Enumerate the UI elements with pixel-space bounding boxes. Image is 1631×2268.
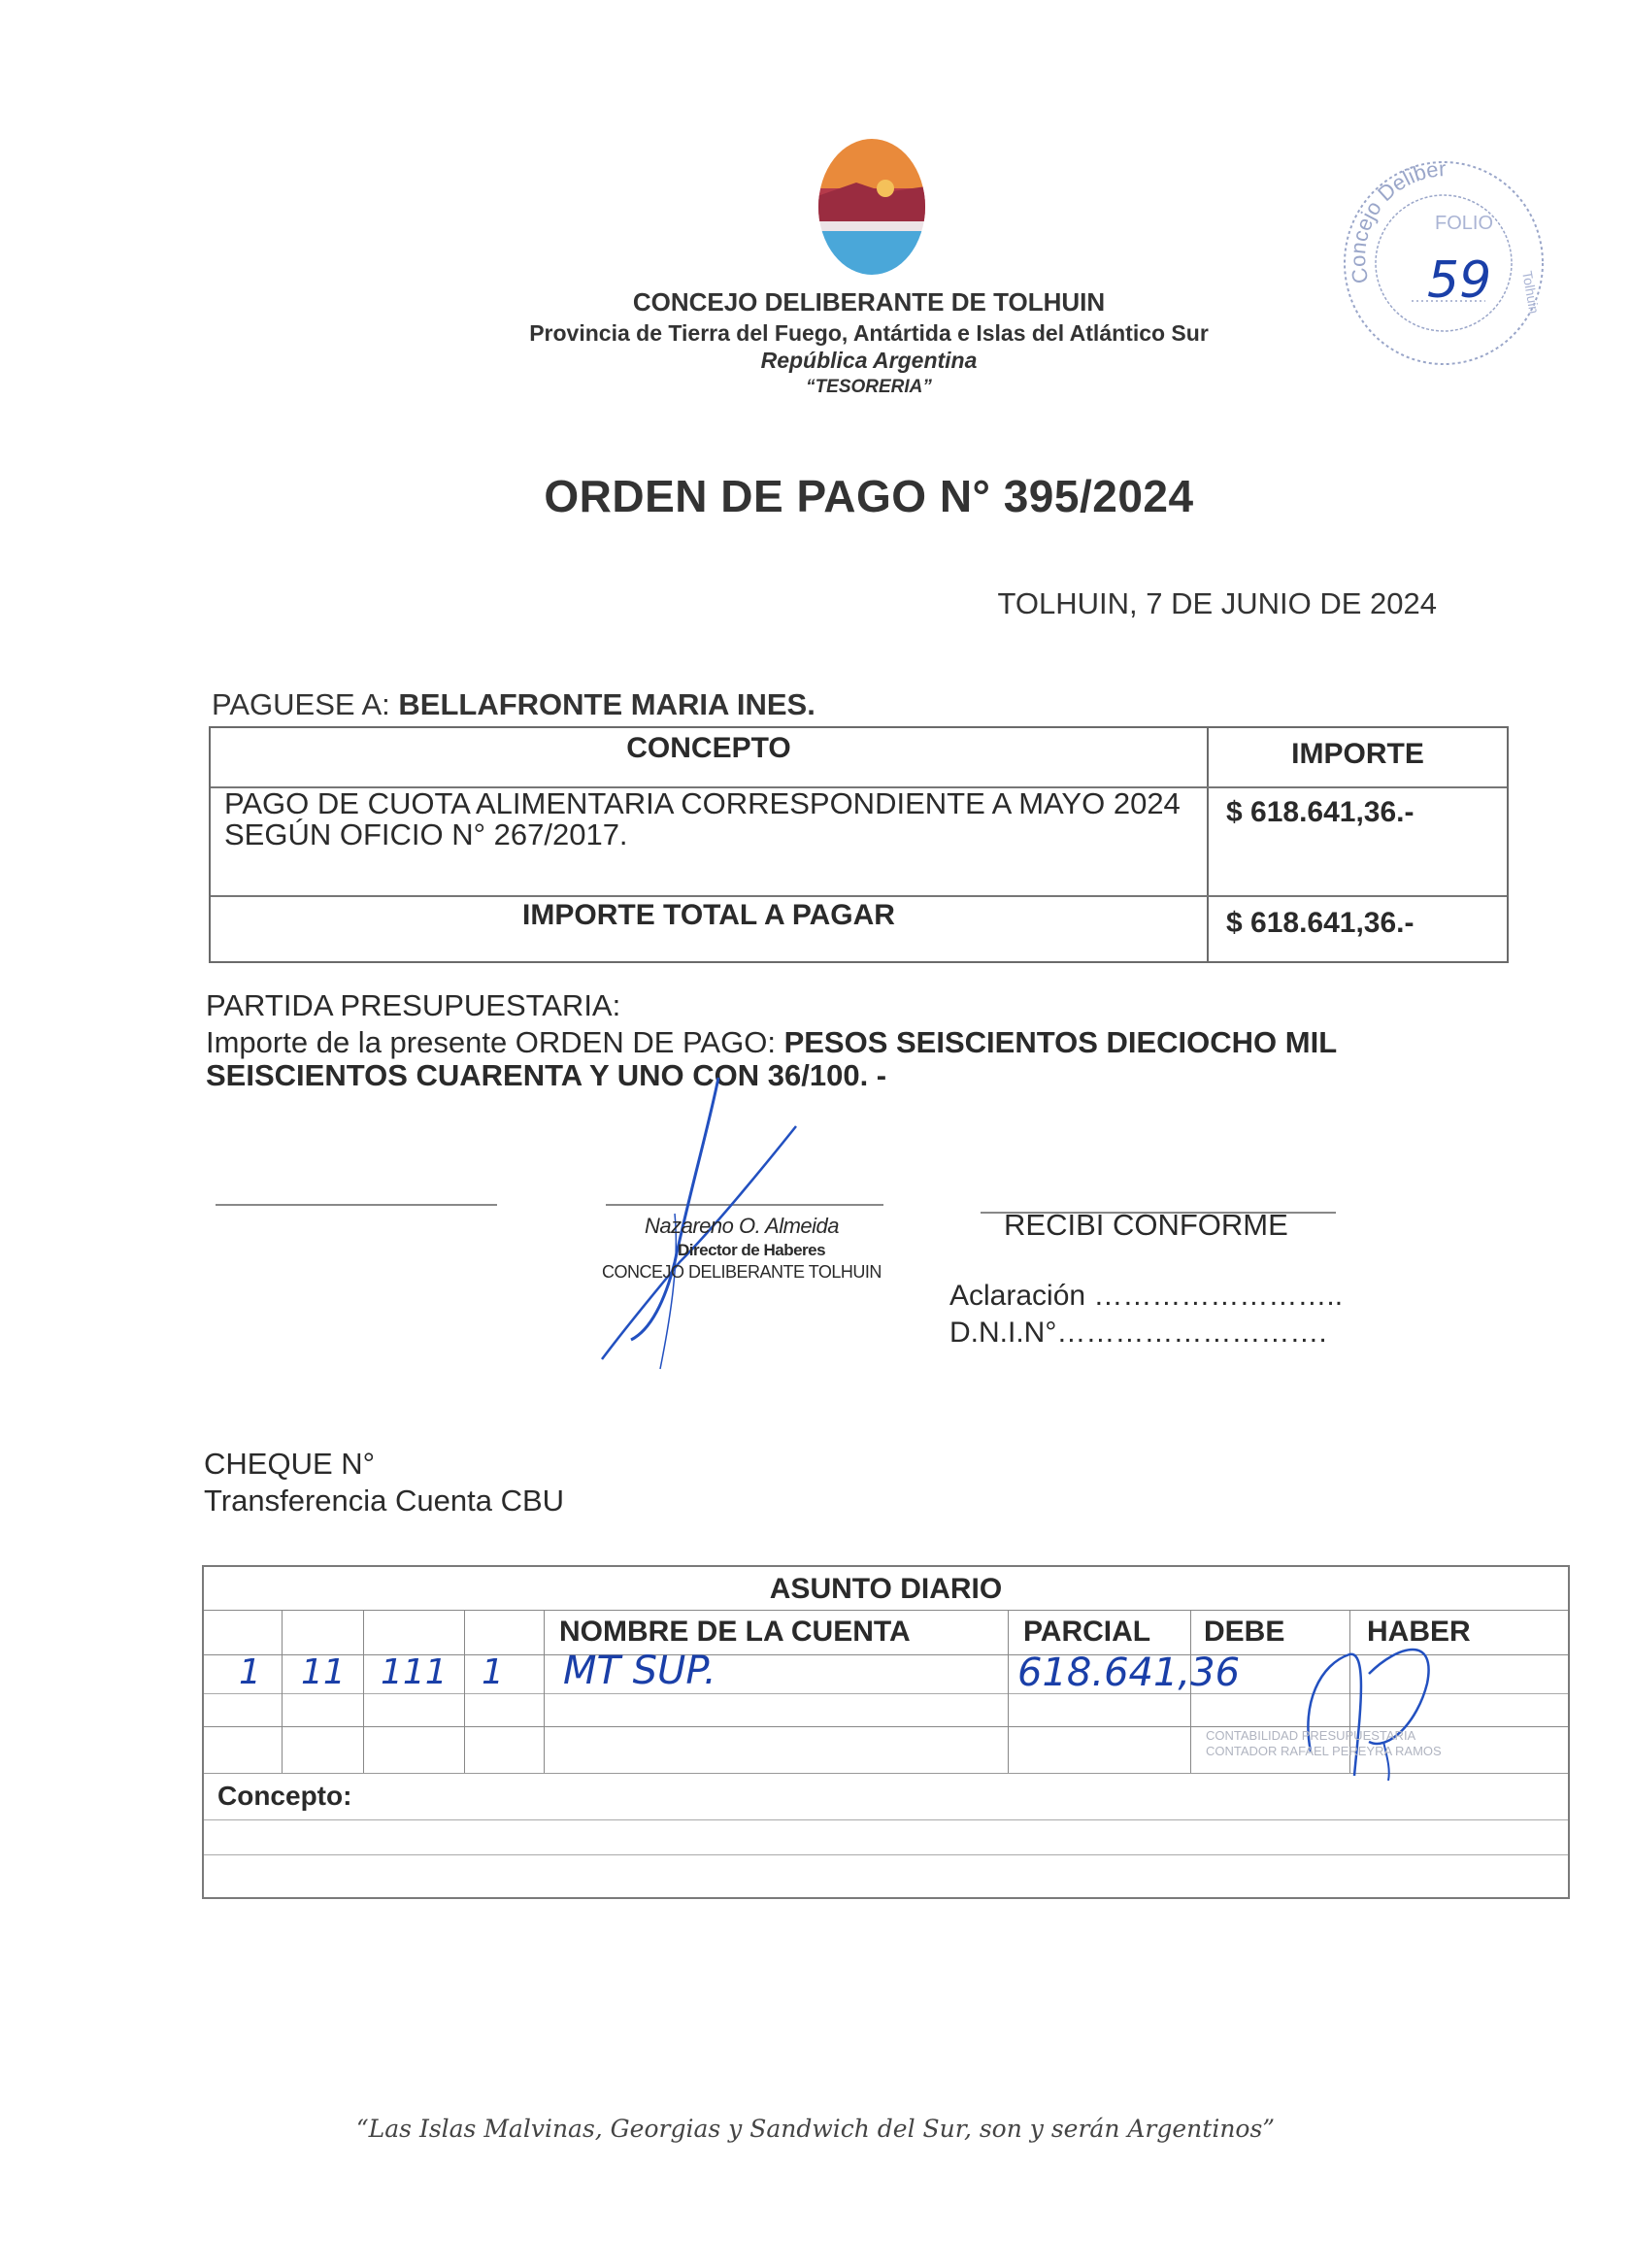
signature-line-left	[216, 1204, 497, 1206]
transfer-label: Transferencia Cuenta CBU	[204, 1484, 565, 1518]
payee-name: BELLAFRONTE MARIA INES.	[398, 687, 816, 721]
total-label: IMPORTE TOTAL A PAGAR	[522, 899, 895, 931]
concept-amount: $ 618.641,36.-	[1226, 796, 1415, 828]
signer-org: CONCEJO DELIBERANTE TOLHUIN	[602, 1262, 882, 1282]
stamp-folio-label: FOLIO	[1435, 213, 1494, 234]
org-name: CONCEJO DELIBERANTE DE TOLHUIN	[632, 287, 1106, 317]
recibi-conforme: RECIBI CONFORME	[1004, 1208, 1288, 1242]
hand-code-2: 11	[301, 1652, 346, 1692]
importe-words-1: PESOS SEISCIENTOS DIECIOCHO MIL	[783, 1025, 1338, 1059]
account-name-header: NOMBRE DE LA CUENTA	[559, 1616, 911, 1648]
amount-column-header: IMPORTE	[1291, 738, 1424, 770]
seal-line-1: CONTABILIDAD PRESUPUESTARIA	[1206, 1728, 1416, 1743]
concept-table	[209, 726, 1509, 963]
stamp-folio-number: 59	[1427, 251, 1492, 310]
accounting-seal	[1206, 1728, 1442, 1759]
payee-label: PAGUESE A:	[212, 687, 390, 721]
council-logo	[817, 138, 926, 276]
importe-words-2: SEISCIENTOS CUARENTA Y UNO CON 36/100. -	[206, 1058, 887, 1092]
concept-description: PAGO DE CUOTA ALIMENTARIA CORRESPONDIENTE A MAYO 2024 SEGÚN OFICIO N° 267/2017.	[224, 786, 1181, 851]
department-name: “TESORERIA”	[806, 377, 932, 397]
stamp-text-right: Tolhuin	[1519, 269, 1543, 316]
province-name: Provincia de Tierra del Fuego, Antártida e Islas del Atlántico Sur	[529, 320, 1209, 346]
footer-motto: “Las Islas Malvinas, Georgias y Sandwich del Sur, son y serán Argentinos”	[355, 2115, 1276, 2143]
hand-account: MT SUP.	[563, 1649, 716, 1693]
haber-header: HABER	[1367, 1616, 1471, 1648]
cheque-label: CHEQUE N°	[204, 1447, 376, 1481]
signer-name: Nazareno O. Almeida	[645, 1214, 840, 1238]
importe-line	[206, 1025, 1337, 1060]
folio-stamp	[1340, 155, 1548, 371]
concept-column-header: CONCEPTO	[626, 732, 791, 764]
hand-code-4: 1	[482, 1652, 504, 1692]
dni-field: D.N.I.N°……………………….	[949, 1317, 1327, 1349]
aclaracion-field: Aclaración ……………………..	[949, 1280, 1344, 1312]
hand-code-3: 111	[381, 1652, 448, 1692]
parcial-header: PARCIAL	[1023, 1616, 1151, 1648]
country-name: República Argentina	[760, 348, 978, 373]
signer-title: Director de Haberes	[678, 1241, 826, 1259]
journal-table	[202, 1565, 1570, 1899]
importe-prefix: Importe de la presente ORDEN DE PAGO:	[206, 1025, 776, 1059]
seal-line-2: CONTADOR RAFAEL PEREYRA RAMOS	[1206, 1744, 1442, 1758]
total-amount: $ 618.641,36.-	[1226, 907, 1415, 939]
hand-code-1: 1	[239, 1652, 261, 1692]
document-date: TOLHUIN, 7 DE JUNIO DE 2024	[997, 586, 1437, 620]
payee-line	[212, 687, 816, 722]
document-title: ORDEN DE PAGO N° 395/2024	[544, 471, 1194, 521]
stamp-text-top: Concejo Deliber	[1346, 156, 1447, 286]
journal-concept-label: Concepto:	[217, 1781, 352, 1811]
debe-header: DEBE	[1204, 1616, 1285, 1648]
journal-title: ASUNTO DIARIO	[769, 1573, 1003, 1605]
hand-parcial: 618.641,36	[1017, 1651, 1241, 1695]
partida-label: PARTIDA PRESUPUESTARIA:	[206, 988, 621, 1022]
